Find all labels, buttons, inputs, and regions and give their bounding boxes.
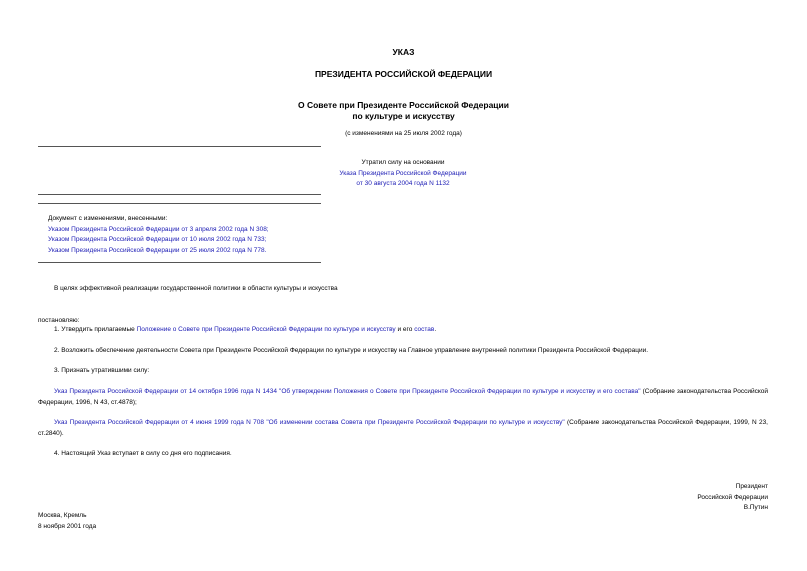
repeal-basis-link[interactable]: Указа Президента Российской Федерации <box>339 169 467 177</box>
signer-title: Президент <box>735 483 768 490</box>
repeal-item-1 <box>38 387 768 408</box>
preamble: В целях эффективной реализации государственной политики в области культуры и искусства <box>54 285 338 292</box>
divider <box>38 203 321 204</box>
item-3: 3. Признать утратившими силу: <box>54 367 150 374</box>
decree-issuer: ПРЕЗИДЕНТА РОССИЙСКОЙ ФЕДЕРАЦИИ <box>314 69 493 79</box>
repeal-item-2 <box>38 418 768 439</box>
item-4: 4. Настоящий Указ вступает в силу со дня его подписания. <box>54 450 232 457</box>
change-link[interactable]: Указом Президента Российской Федерации от 3 апреля 2002 года N 308; <box>48 225 269 233</box>
decree-word: постановляю: <box>38 317 80 324</box>
repeal-status-text: Утратил силу на основании <box>361 159 445 166</box>
item-1-suffix: . <box>434 326 437 333</box>
repeal-basis-link-date[interactable]: от 30 августа 2004 года N 1132 <box>356 180 450 187</box>
divider <box>38 262 321 263</box>
signer-name: В.Путин <box>743 504 768 511</box>
signer-country: Российской Федерации <box>697 493 768 501</box>
decree-title: УКАЗ <box>392 47 415 57</box>
repeal-1-source: (Собрание законодательства Российской Федерации, 1996, N 43, ст.4878); <box>38 388 768 406</box>
item-1 <box>54 325 436 336</box>
change-link[interactable]: Указом Президента Российской Федерации от 10 июля 2002 года N 733; <box>48 236 267 243</box>
item-1-prefix: 1. Утвердить прилагаемые <box>54 326 137 333</box>
subject-line-1: О Совете при Президенте Российской Федерации <box>298 100 509 110</box>
composition-link[interactable]: состав <box>414 326 435 333</box>
repeal-1-link[interactable]: Указ Президента Российской Федерации от 14 октября 1996 года N 1434 "Об утверждении Положения о Совете при Президенте Российской Федерации по культуре и искусству и его состава" <box>54 388 641 395</box>
subject-line-2: по культуре и искусству <box>352 111 455 121</box>
amended-note: (с изменениями на 25 июля 2002 года) <box>345 130 462 137</box>
regulation-link[interactable]: Положение о Совете при Президенте Российской Федерации по культуре и искусству <box>136 326 396 333</box>
divider <box>38 146 321 147</box>
repeal-2-link[interactable]: Указ Президента Российской Федерации от 4 июня 1999 года N 708 "Об изменении состава Совета при Президенте Российской Федерации по культуре и искусству" <box>54 419 565 426</box>
repeal-status <box>300 158 506 190</box>
item-1-mid: и его <box>395 326 415 333</box>
change-link[interactable]: Указом Президента Российской Федерации от 25 июля 2002 года N 778. <box>48 246 267 254</box>
changes-intro: Документ с изменениями, внесенными: <box>48 215 168 222</box>
repeal-2-source: (Собрание законодательства Российской Федерации, 1999, N 23, ст.2840). <box>38 419 768 437</box>
divider <box>38 194 321 195</box>
signing-place: Москва, Кремль <box>38 512 87 519</box>
signature-block <box>600 482 768 514</box>
changes-block <box>48 214 269 256</box>
item-2: 2. Возложить обеспечение деятельности Совета при Президенте Российской Федерации по культуре и искусству на Главное управление внутренней политики Президента Российской Федерации. <box>54 347 649 354</box>
signing-date: 8 ноября 2001 года <box>38 522 97 530</box>
place-date <box>38 511 96 532</box>
decree-subject <box>0 100 807 122</box>
